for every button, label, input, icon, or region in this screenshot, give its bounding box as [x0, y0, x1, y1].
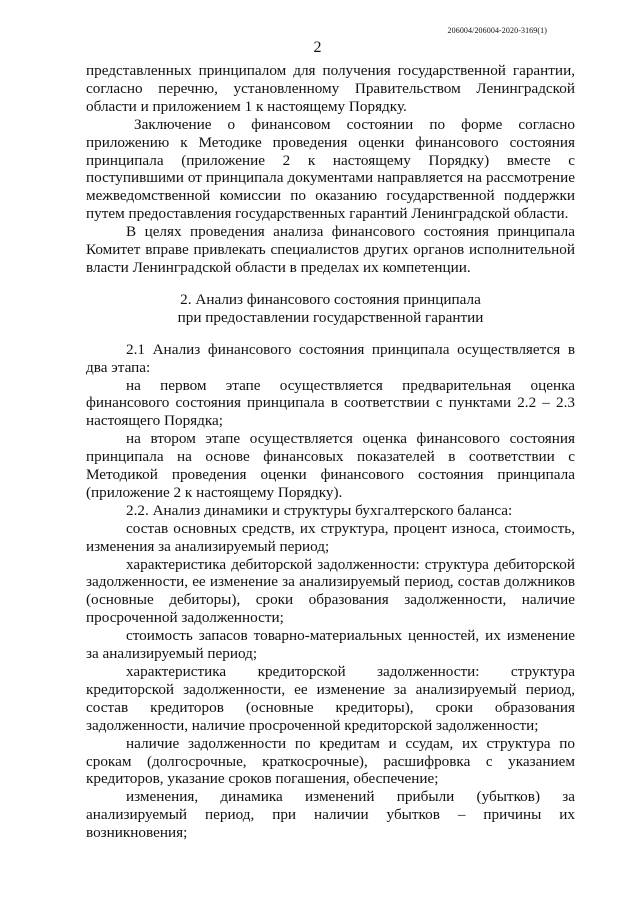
paragraph-receivables: характеристика дебиторской задолженности: структура дебиторской задолженности, ее изменение за анализируемый период, состав должников (основные дебиторы), сроки образования задолженности, наличие просроченной задолженности;	[86, 555, 575, 627]
section-heading-line-2: при предоставлении государственной гарантии	[177, 308, 484, 326]
paragraph-profit-changes: изменения, динамика изменений прибыли (убытков) за анализируемый период, при наличии убытков – причины их возникновения;	[86, 788, 575, 842]
page-number: 2	[313, 39, 322, 56]
paragraph-documents-list: представленных принципалом для получения государственной гарантии, согласно перечню, установленному Правительством Ленинградской области и приложением 1 к настоящему Порядку.	[86, 62, 575, 115]
section-heading-line-1: 2. Анализ финансового состояния принципала	[180, 290, 481, 308]
paragraph-2-2: 2.2. Анализ динамики и структуры бухгалтерского баланса:	[126, 501, 513, 519]
paragraph-specialists: В целях проведения анализа финансового состояния принципала Комитет вправе привлекать специалистов других органов исполнительной власти Ленинградской области в пределах их компетенции.	[86, 223, 575, 276]
paragraph-payables: характеристика кредиторской задолженности: структура кредиторской задолженности, ее изменение за анализируемый период, состав кредиторов (основные кредиторы), сроки образования задолженности, наличие просроченной кредиторской задолженности;	[86, 663, 575, 734]
document-body	[86, 62, 575, 842]
paragraph-loans: наличие задолженности по кредитам и ссудам, их структура по срокам (долгосрочные, краткосрочные), расшифровка с указанием кредиторов, указание сроков погашения, обеспечение;	[86, 734, 575, 788]
paragraph-2-1-stage-2: на втором этапе осуществляется оценка финансового состояния принципала на основе финансовых показателей в соответствии с Методикой проведения оценки финансового состояния принципала (приложение 2 к настоящему Порядку).	[86, 430, 575, 501]
document-registration-number: 206004/206004-2020-3169(1)	[447, 26, 547, 35]
paragraph-inventory: стоимость запасов товарно-материальных ценностей, их изменение за анализируемый период;	[86, 627, 575, 663]
paragraph-2-1: 2.1 Анализ финансового состояния принципала осуществляется в два этапа:	[86, 340, 575, 376]
paragraph-2-1-stage-1: на первом этапе осуществляется предварительная оценка финансового состояния принципала в соответствии с пунктами 2.2 – 2.3 настоящего Порядка;	[86, 376, 575, 430]
paragraph-financial-conclusion: Заключение о финансовом состоянии по форме согласно приложению к Методике проведения оценки финансового состояния принципала (приложение 2 к настоящему Порядку) вместе с поступившими от принципала документами направляется на рассмотрение межведомственной комиссии по оказанию государственной поддержки путем предоставления государственных гарантий Ленинградской области.	[86, 115, 575, 223]
paragraph-fixed-assets: состав основных средств, их структура, процент износа, стоимость, изменения за анализируемый период;	[86, 519, 575, 555]
